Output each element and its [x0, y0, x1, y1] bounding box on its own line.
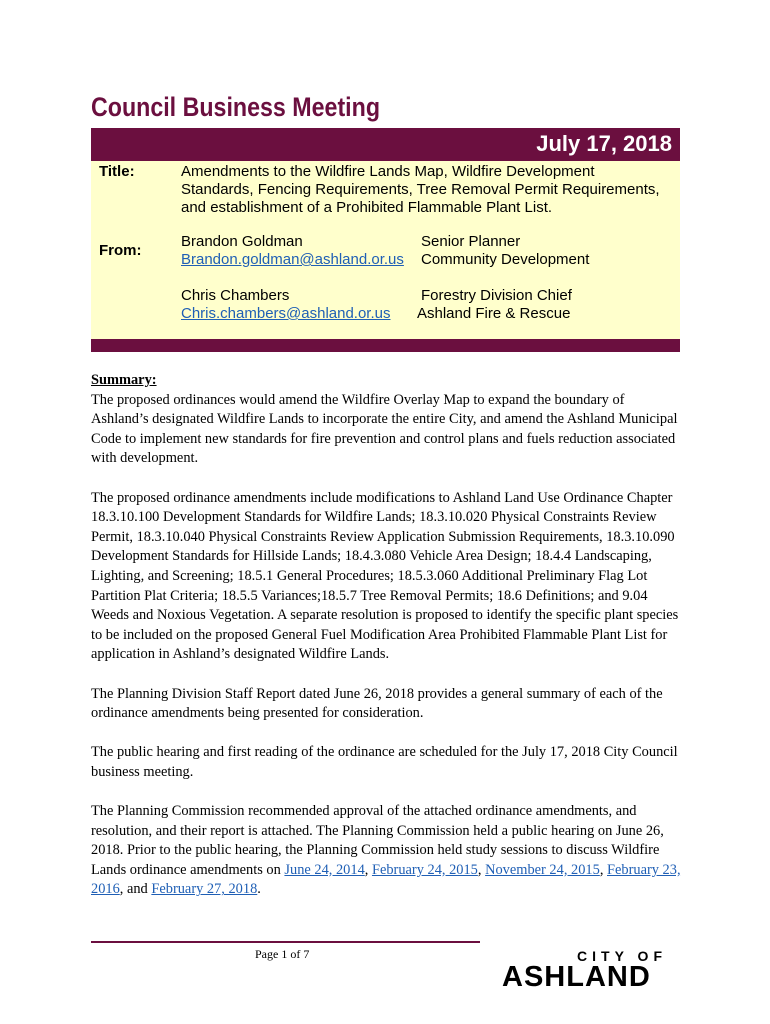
separator: , and	[119, 881, 152, 898]
link-june-24-2014[interactable]: June 24, 2014	[284, 861, 365, 878]
contact-2-email-link[interactable]: Chris.chambers@ashland.or.us	[181, 305, 391, 322]
title-line-1: Amendments to the Wildfire Lands Map, Wildfire Development	[181, 163, 595, 180]
logo-city-of: CITY OF	[577, 948, 667, 964]
period: .	[257, 881, 261, 898]
contact-1-dept: Community Development	[421, 251, 590, 268]
link-nov-24-2015[interactable]: November 24, 2015	[485, 861, 600, 878]
page-number: Page 1 of 7	[255, 947, 310, 961]
document-body	[91, 371, 681, 920]
info-box	[91, 161, 680, 339]
contact-2-dept: Ashland Fire & Rescue	[417, 305, 571, 322]
meeting-date: July 17, 2018	[536, 131, 672, 156]
paragraph-summary: The proposed ordinances would amend the Wildfire Overlay Map to expand the boundary of Ashland’s designated Wildfire Lands to incorporate the entire City, and amend the Ashland Municipal Code to implement new standards for fire prevention and control plans and fuels reduction associated with development.	[91, 391, 678, 467]
contact-2-name: Chris Chambers	[181, 287, 290, 304]
info-bottom-bar	[91, 339, 680, 352]
link-feb-27-2018[interactable]: February 27, 2018	[151, 881, 258, 898]
title-label: Title:	[99, 163, 135, 180]
title-line-2: Standards, Fencing Requirements, Tree Removal Permit Requirements,	[181, 181, 660, 198]
date-bar	[91, 128, 680, 161]
contact-1-role: Senior Planner	[421, 233, 521, 250]
from-label: From:	[99, 242, 142, 259]
footer-divider	[91, 941, 480, 943]
separator: ,	[477, 861, 486, 878]
pc-text: The Planning Commission recommended approval of the attached ordinance amendments, and resolution, and their report is attached. The Planning Commission held a public hearing on June 26, 2018. Prior to the public hearing, the Planning Commission held study sessions to discuss Wildfire Lands ordinance amendments on	[91, 803, 664, 878]
paragraph-amendments: The proposed ordinance amendments include modifications to Ashland Land Use Ordinance Chapter 18.3.10.100 Development Standards for Wildfire Lands; 18.3.10.020 Physical Constraints Review Permit, 18.3.10.040 Physical Constraints Review Application Submission Requirements, 18.3.10.090 Development Standards for Hillside Lands; 18.4.3.080 Vehicle Area Design; 18.4.4 Landscaping, Lighting, and Screening; 18.5.1 General Procedures; 18.5.3.060 Additional Preliminary Flag Lot Partition Plat Criteria; 18.5.5 Variances;18.5.7 Tree Removal Permits; 18.6 Definitions; and 9.04 Weeds and Noxious Vegetation. A separate resolution is proposed to identify the specific plant species to be included on the proposed General Fuel Modification Area Prohibited Flammable Plant List for application in Ashland’s designated Wildfire Lands.	[91, 489, 679, 663]
contact-1-email-link[interactable]: Brandon.goldman@ashland.or.us	[181, 251, 404, 268]
contact-1-name: Brandon Goldman	[181, 233, 303, 250]
city-logo	[498, 948, 685, 994]
summary-heading: Summary:	[91, 372, 157, 388]
paragraph-public-hearing: The public hearing and first reading of the ordinance are scheduled for the July 17, 2018 City Council business meeting.	[91, 744, 678, 780]
paragraph-staff-report: The Planning Division Staff Report dated June 26, 2018 provides a general summary of each of the ordinance amendments being presented for consideration.	[91, 685, 663, 722]
meeting-title: Council Business Meeting	[91, 92, 381, 122]
paragraph-planning-commission	[91, 802, 681, 900]
link-feb-23-2016[interactable]: February 23, 2016	[91, 861, 681, 898]
separator: ,	[599, 861, 608, 878]
separator: ,	[364, 861, 372, 878]
link-feb-24-2015[interactable]: February 24, 2015	[371, 861, 478, 878]
title-line-3: and establishment of a Prohibited Flammable Plant List.	[181, 199, 553, 216]
contact-2-role: Forestry Division Chief	[421, 287, 572, 304]
logo-ashland: ASHLAND	[502, 961, 651, 993]
